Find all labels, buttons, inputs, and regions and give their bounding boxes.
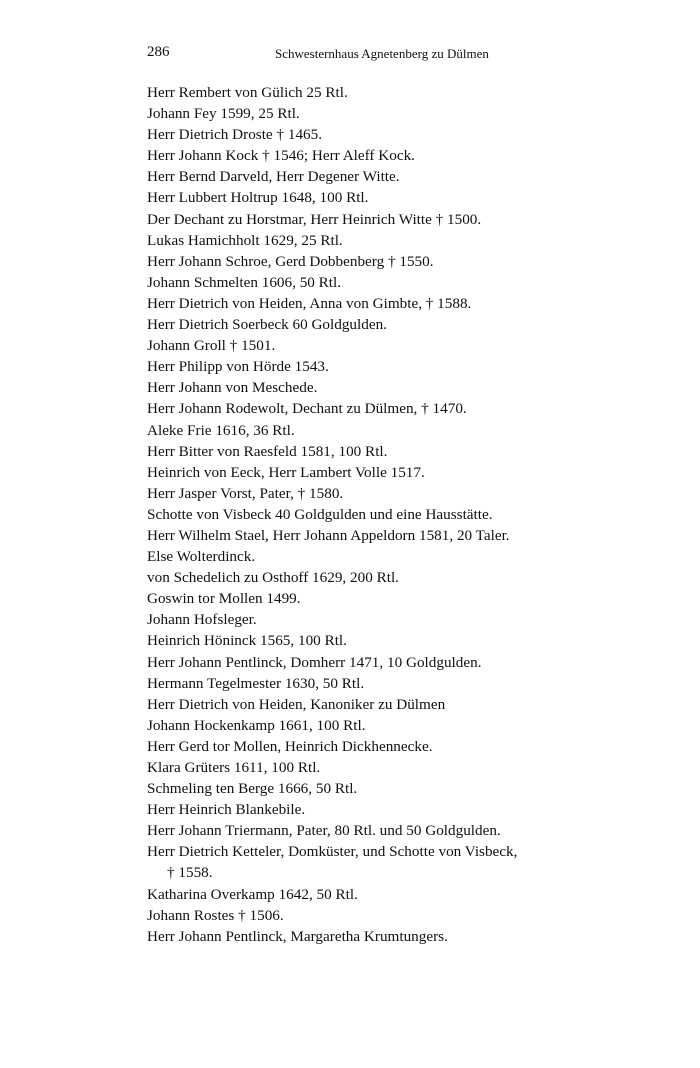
list-item xyxy=(147,841,682,883)
list-item: Herr Johann Pentlinck, Margaretha Krumtungers. xyxy=(147,927,448,945)
list-item: Johann Schmelten 1606, 50 Rtl. xyxy=(147,273,342,291)
list-item: Herr Johann Pentlinck, Domherr 1471, 10 Goldgulden. xyxy=(147,653,482,671)
list-item: Lukas Hamichholt 1629, 25 Rtl. xyxy=(147,231,343,249)
list-item: Johann Hockenkamp 1661, 100 Rtl. xyxy=(147,716,366,734)
entry-list xyxy=(147,82,682,947)
list-item: Johann Fey 1599, 25 Rtl. xyxy=(147,105,300,123)
list-item: Herr Dietrich Droste † 1465. xyxy=(147,126,323,144)
running-head: Schwesternhaus Agnetenberg zu Dülmen xyxy=(275,46,489,61)
list-item: Heinrich Höninck 1565, 100 Rtl. xyxy=(147,632,347,650)
list-item: Johann Hofsleger. xyxy=(147,611,257,629)
list-item: Schotte von Visbeck 40 Goldgulden und eine Hausstätte. xyxy=(147,505,493,523)
list-item: Herr Philipp von Hörde 1543. xyxy=(147,358,329,376)
list-item: Herr Johann von Meschede. xyxy=(147,379,318,397)
list-item: Schmeling ten Berge 1666, 50 Rtl. xyxy=(147,780,358,798)
list-item: Johann Groll † 1501. xyxy=(147,337,276,355)
list-item: Herr Johann Kock † 1546; Herr Aleff Kock. xyxy=(147,147,415,165)
list-item: Herr Dietrich von Heiden, Kanoniker zu Dülmen xyxy=(147,695,446,713)
list-item: Herr Wilhelm Stael, Herr Johann Appeldorn 1581, 20 Taler. xyxy=(147,526,510,544)
list-item: von Schedelich zu Osthoff 1629, 200 Rtl. xyxy=(147,569,399,587)
list-item: Aleke Frie 1616, 36 Rtl. xyxy=(147,421,295,439)
list-item: Katharina Overkamp 1642, 50 Rtl. xyxy=(147,885,358,903)
list-item: Herr Bernd Darveld, Herr Degener Witte. xyxy=(147,168,400,186)
list-item: Herr Dietrich von Heiden, Anna von Gimbte, † 1588. xyxy=(147,294,472,312)
list-item: Herr Johann Triermann, Pater, 80 Rtl. und 50 Goldgulden. xyxy=(147,822,501,840)
list-item: Herr Gerd tor Mollen, Heinrich Dickhennecke. xyxy=(147,737,433,755)
list-item: Herr Heinrich Blankebile. xyxy=(147,801,306,819)
list-item: Herr Johann Rodewolt, Dechant zu Dülmen, † 1470. xyxy=(147,400,467,418)
page-number: 286 xyxy=(147,44,170,60)
list-item: Der Dechant zu Horstmar, Herr Heinrich Witte † 1500. xyxy=(147,210,482,228)
entry-continuation: † 1558. xyxy=(167,864,213,882)
list-item: Herr Jasper Vorst, Pater, † 1580. xyxy=(147,484,344,502)
list-item: Klara Grüters 1611, 100 Rtl. xyxy=(147,759,321,776)
list-item: Herr Dietrich Soerbeck 60 Goldgulden. xyxy=(147,316,387,334)
list-item: Hermann Tegelmester 1630, 50 Rtl. xyxy=(147,674,365,692)
entry-text: Herr Dietrich Ketteler, Domküster, und Schotte von Visbeck, xyxy=(147,843,518,861)
list-item: Goswin tor Mollen 1499. xyxy=(147,590,301,608)
list-item: Heinrich von Eeck, Herr Lambert Volle 1517. xyxy=(147,463,425,481)
list-item: Johann Rostes † 1506. xyxy=(147,906,284,924)
list-item: Herr Bitter von Raesfeld 1581, 100 Rtl. xyxy=(147,442,388,460)
list-item: Herr Rembert von Gülich 25 Rtl. xyxy=(147,84,348,101)
list-item: Herr Lubbert Holtrup 1648, 100 Rtl. xyxy=(147,189,369,207)
list-item: Herr Johann Schroe, Gerd Dobbenberg † 1550. xyxy=(147,252,434,270)
list-item: Else Wolterdinck. xyxy=(147,548,256,566)
